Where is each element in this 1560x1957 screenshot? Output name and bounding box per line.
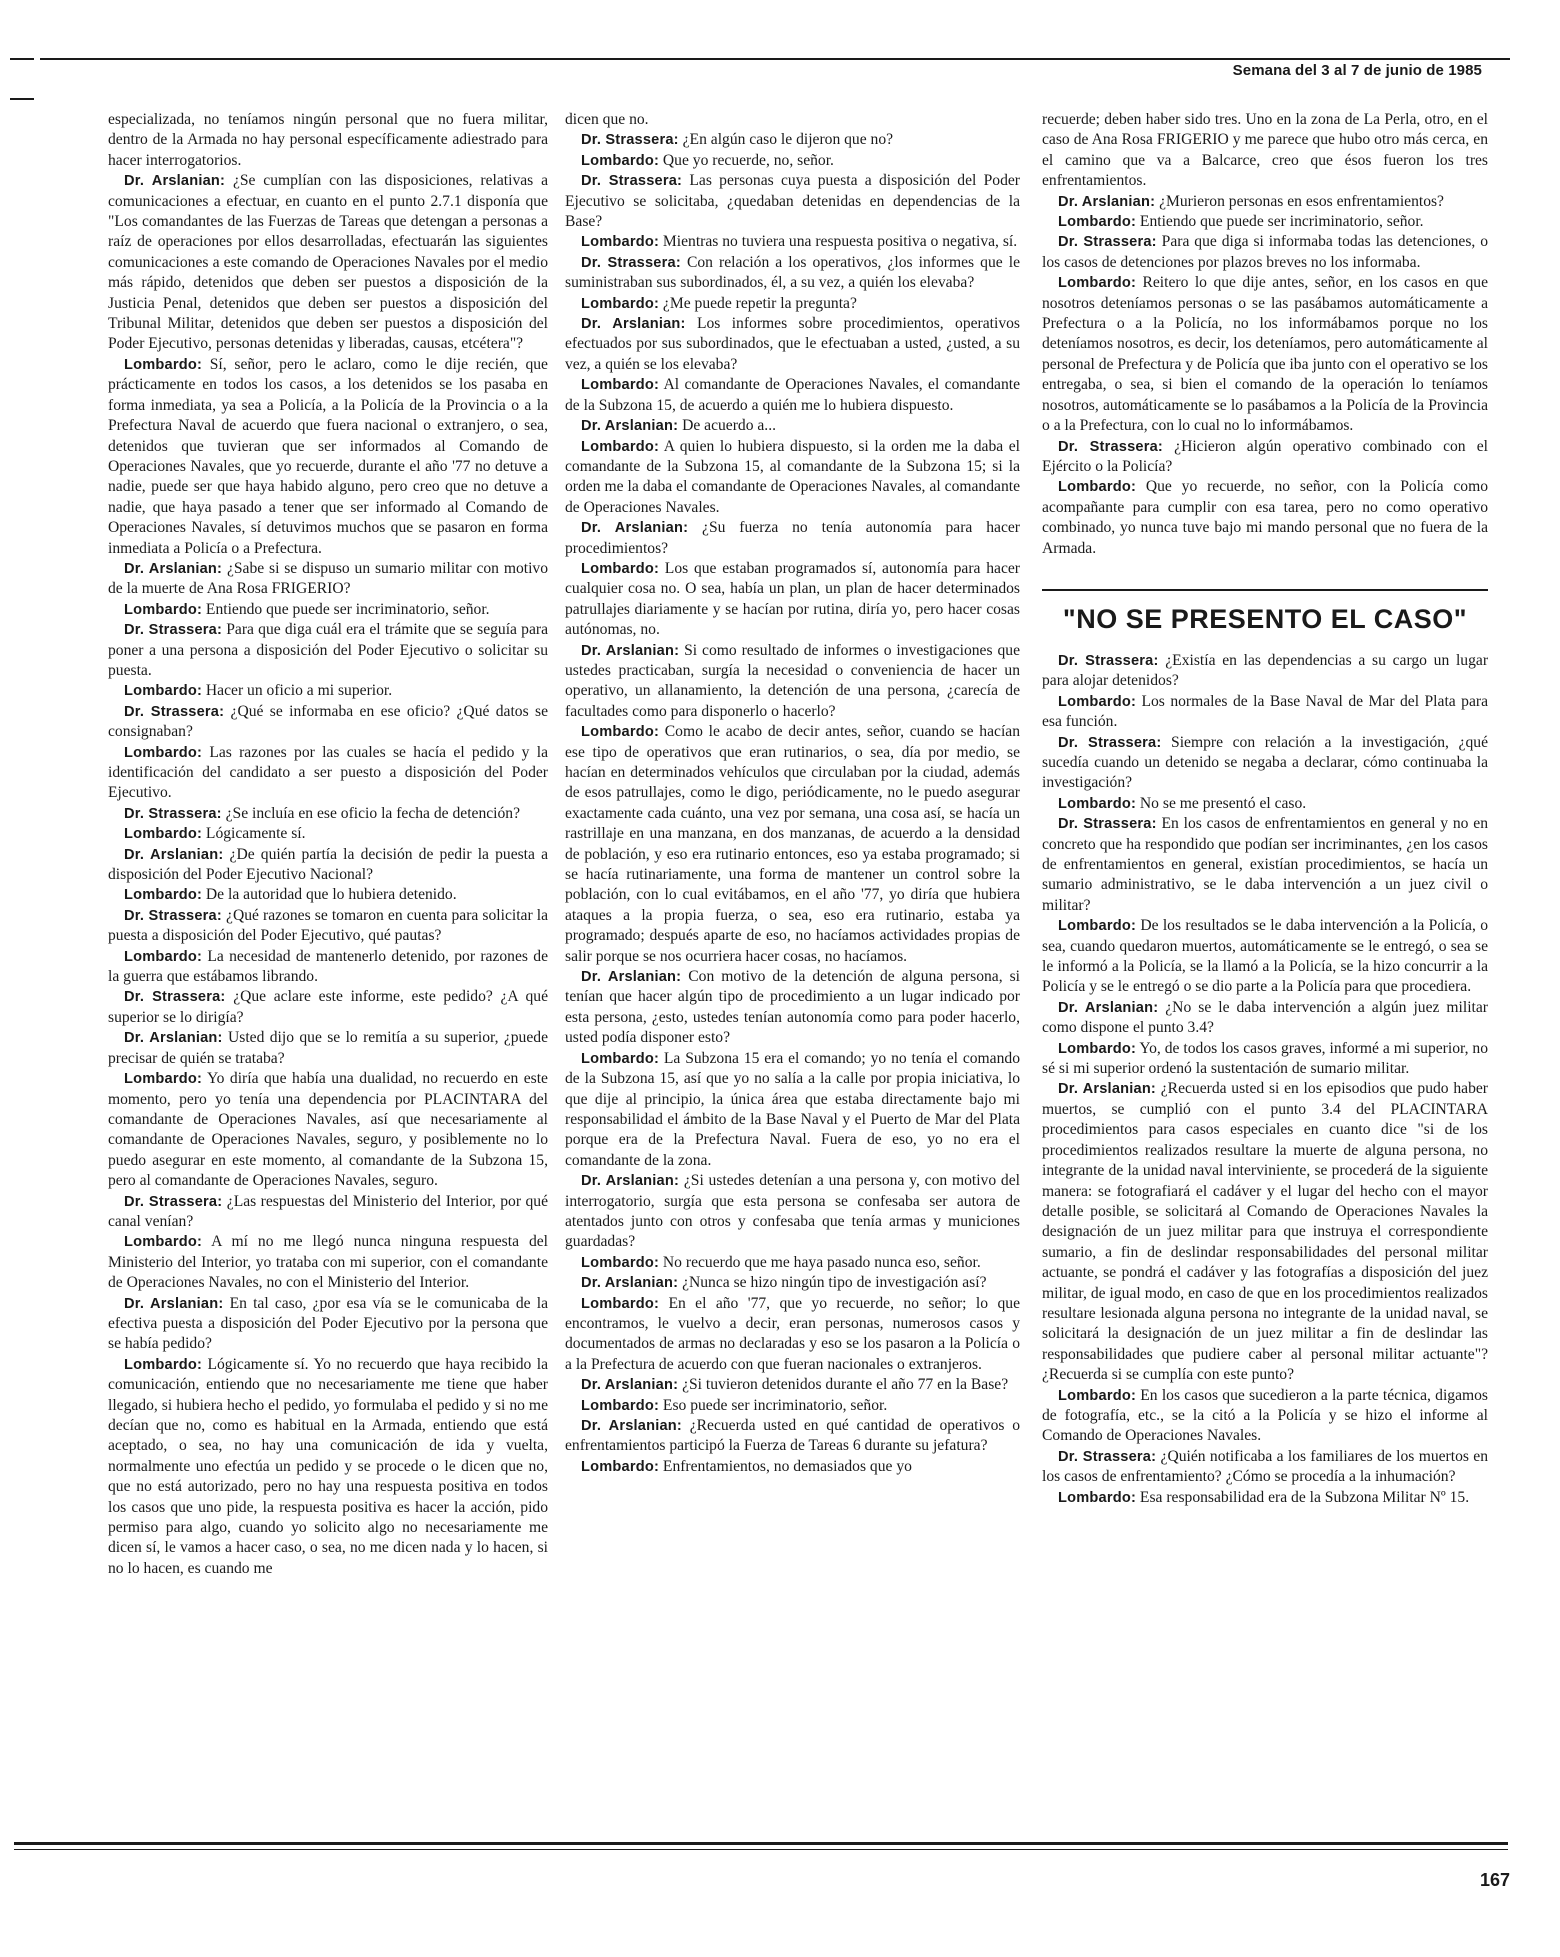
dialogue-paragraph xyxy=(565,1457,1020,1477)
speaker-label: Lombardo: xyxy=(581,234,660,251)
dialogue-paragraph xyxy=(565,1049,1020,1171)
speaker-label: Dr. Arslanian: xyxy=(124,173,226,190)
dialogue-paragraph xyxy=(1042,437,1488,478)
dialogue-paragraph xyxy=(108,1232,548,1293)
speaker-label: Lombardo: xyxy=(581,295,660,312)
dialogue-paragraph xyxy=(1042,1488,1488,1508)
paragraph-text: Como le acabo de decir antes, señor, cuando se hacían ese tipo de operativos que eran rutinarios, o sea, día por medio, se hacían en determinados vehículos que circulaban por la ciudad, además de esos patrullajes, como le digo, periódicamente, no le puedo asegurar exactamente cada cuánto, una vez por semana, una cosa así, se hacía un rastrillaje en una manzana, en dos manzanas, de acuerdo a la densidad de población, y eso era rutinario entonces, eso ya estaba programado; si se hacía rutinariamente, una forma de mantener un control sobre la población, con lo cual evitábamos, en el año '77, yo diría que hubiera ataques a la propia fuerza, o sea, eso era rutinario, estaba ya programado; después aparte de eso, no hacíamos actividades propias de salir porque se nos ocurriera hacer cosas, no hacíamos. xyxy=(565,723,1020,965)
dialogue-paragraph xyxy=(1042,1079,1488,1385)
paragraph-text: ¿Hicieron algún operativo combinado con el Ejército o la Policía? xyxy=(1042,437,1489,475)
paragraph-text: Siempre con relación a la investigación, ¿qué sucedía cuando un detenido se negaba a declarar, cómo continuaba la investigación? xyxy=(1042,733,1488,792)
dialogue-paragraph xyxy=(108,355,548,559)
speaker-label: Lombardo: xyxy=(1058,275,1137,292)
speaker-label: Dr. Strassera: xyxy=(581,173,683,190)
speaker-label: Dr. Strassera: xyxy=(1058,438,1163,455)
dialogue-paragraph xyxy=(565,130,1020,150)
paragraph-text: Con relación a los operativos, ¿los informes que le suministraban sus subordinados, él, a su vez, a quién los elevaba? xyxy=(565,253,1020,292)
speaker-label: Lombardo: xyxy=(581,560,660,577)
speaker-label: Dr. Arslanian: xyxy=(581,418,679,435)
speaker-label: Dr. Strassera: xyxy=(124,1193,223,1210)
paragraph-text: De acuerdo a... xyxy=(682,417,777,435)
paragraph-text: En el año '77, que yo recuerde, no señor; lo que encontramos, le vuelvo a decir, eran personas, numerosos casos y documentados de armas no declaradas y eso se los pasaron a la Policía o a la Prefectura de acuerdo con que fueran nacionales o extranjeros. xyxy=(565,1294,1020,1373)
dialogue-paragraph xyxy=(1042,1386,1488,1447)
speaker-label: Lombardo: xyxy=(1058,795,1137,812)
column-3 xyxy=(1042,110,1488,1508)
dialogue-paragraph xyxy=(108,1355,548,1579)
paragraph-text: ¿Recuerda usted si en los episodios que pudo haber muertos, se cumplió con el punto 3.4 del PLACINTARA procedimientos para casos especiales en cuanto dice "si de los procedimientos realizados resultare la muerte de alguna persona, no integrante de la unidad naval interviniente, se procederá de la siguiente manera: se fotografiará el cadáver y el lugar del hecho con el mayor detalle posible, se solicitará al Comando de Operaciones Navales la designación de un juez militar para que instruya el correspondiente sumario, a fin de deslindar responsabilidades del personal militar actuante, se pondrá el cadáver y las fotografías a disposición del juez militar, de igual modo, en caso de que en los procedimientos realizados resultare lesionada alguna persona no integrante de la unidad naval, se solicitará la designación de un juez militar a fin de deslindar las responsabilidades que pudiere caber al personal militar actuante"? ¿Recuerda si se cumplía con este punto? xyxy=(1042,1080,1488,1384)
dialogue-paragraph xyxy=(108,1069,548,1191)
paragraph-text: ¿Si ustedes detenían a una persona y, con motivo del interrogatorio, surgía que esta persona se confesaba ser autora de atentados junto con otros y confesaba que tenía armas y municiones guardadas? xyxy=(565,1172,1020,1251)
paragraph-text: ¿Las respuestas del Ministerio del Interior, por qué canal venían? xyxy=(108,1192,548,1230)
dialogue-paragraph xyxy=(565,1416,1020,1457)
paragraph-text: Con motivo de la detención de alguna persona, si tenían que hacer algún tipo de procedimiento a un lugar indicado por esta persona, ¿esto, ustedes tenían autonomía como para poder hacerlo, usted podía disponer esto? xyxy=(565,968,1020,1047)
paragraph-text: De los resultados se le daba intervención a la Policía, o sea, cuando quedaron muertos, automáticamente se le entregó, o sea se le informó a la Policía, se la llamó a la Policía, se la hizo concurrir a la Policía y se le entregó o se dio parte a la Policía para que procediera. xyxy=(1042,917,1488,996)
dialogue-paragraph xyxy=(565,294,1020,314)
footer-rule-thin xyxy=(14,1849,1508,1850)
crop-mark-lower xyxy=(10,98,34,100)
dialogue-paragraph xyxy=(1042,814,1488,916)
speaker-label: Lombardo: xyxy=(124,683,203,700)
dialogue-paragraph xyxy=(1042,916,1488,998)
paragraph-text: Si como resultado de informes o investigaciones que ustedes practicaban, surgía la necesidad o conveniencia de hacer un operativo, un allanamiento, la detención de una persona, ¿carecía de facultades como para disponerlo o hacerlo? xyxy=(565,641,1020,720)
paragraph-text: Los informes sobre procedimientos, operativos efectuados por sus subordinados, que le efectuaban a usted, ¿usted, a su vez, a quién se los elevaba? xyxy=(565,315,1020,373)
dialogue-paragraph xyxy=(565,518,1020,559)
paragraph-text: Entiendo que puede ser incriminatorio, señor. xyxy=(1139,213,1424,231)
paragraph-text: Que yo recuerde, no señor, con la Policía como acompañante para cumplir con esa tarea, pero no como operativo combinado, yo nunca tuve bajo mi mando personal que no fuera de la Armada. xyxy=(1042,478,1488,557)
paragraph-text: Sí, señor, pero le aclaro, como le dije recién, que prácticamente en todos los casos, a los detenidos se los pasaba en forma inmediata, ya sea a Policía, a la Policía de la Provincia o a la Prefectura Naval de acuerdo que fuera nacional o extranjero, o sea, detenidos que tuvieran que ser informados al Comando de Operaciones Navales, que yo recuerde, durante el año '77 no detuve a nadie, puede ser que haya habido alguno, pero creo que no detuve a nadie, que haya pasado a tener que ser informado al Comando de Operaciones Navales, sí detuvimos muchos que se pasaron en forma inmediata a Policía o a Prefectura. xyxy=(108,355,548,557)
dialogue-paragraph xyxy=(565,151,1020,171)
paragraph-text: ¿Qué se informaba en ese oficio? ¿Qué datos se consignaban? xyxy=(108,702,549,741)
speaker-label: Dr. Strassera: xyxy=(581,132,679,149)
paragraph-text: ¿Si tuvieron detenidos durante el año 77 en la Base? xyxy=(682,1376,1009,1394)
dialogue-paragraph xyxy=(108,947,548,988)
dialogue-paragraph xyxy=(1042,1447,1488,1488)
speaker-label: Lombardo: xyxy=(1058,1387,1137,1404)
speaker-label: Lombardo: xyxy=(581,438,660,455)
paragraph-text: ¿Me puede repetir la pregunta? xyxy=(662,294,857,312)
paragraph-text: Mientras no tuviera una respuesta positiva o negativa, sí. xyxy=(662,233,1018,251)
paragraph-text: ¿Qué razones se tomaron en cuenta para solicitar la puesta a disposición del Poder Ejecutivo, qué pautas? xyxy=(108,906,549,945)
speaker-label: Dr. Arslanian: xyxy=(581,1275,679,1292)
speaker-label: Dr. Strassera: xyxy=(124,989,226,1006)
speaker-label: Lombardo: xyxy=(1058,918,1137,935)
dialogue-paragraph xyxy=(565,722,1020,967)
dialogue-paragraph xyxy=(1042,692,1488,733)
paragraph-text: En los casos que sucedieron a la parte técnica, digamos de fotografía, etc., se la citó a la Policía y se hizo el informe al Comando de Operaciones Navales. xyxy=(1042,1386,1489,1445)
paragraph-text: ¿Se cumplían con las disposiciones, relativas a comunicaciones a efectuar, en cuanto en el punto 2.7.1 disponía que "Los comandantes de las Fuerzas de Tareas que detengan a personas a raíz de operaciones por ellos desarrolladas, efectuarán las siguientes comunicaciones a este comando de Operaciones Navales por el medio más rápido, detenidos que deben ser puestos a disposición de la Justicia Penal, detenidos que deben ser puestos a disposición del Tribunal Militar, detenidos que deben ser puestos a disposición del Poder Ejecutivo, personas detenidas y liberadas, causas, etcétera"? xyxy=(108,172,548,353)
paragraph-text: La necesidad de mantenerlo detenido, por razones de la guerra que estábamos librando. xyxy=(108,947,548,986)
header-date-line: Semana del 3 al 7 de junio de 1985 xyxy=(1232,62,1482,79)
dialogue-paragraph xyxy=(565,1171,1020,1253)
continued-paragraph xyxy=(565,110,1020,130)
dialogue-paragraph xyxy=(1042,794,1488,814)
footer-rule-thick xyxy=(14,1842,1508,1845)
dialogue-paragraph xyxy=(1042,733,1488,794)
dialogue-paragraph xyxy=(565,416,1020,436)
dialogue-paragraph xyxy=(565,232,1020,252)
dialogue-paragraph xyxy=(565,1273,1020,1293)
continued-paragraph xyxy=(1042,110,1488,192)
speaker-label: Lombardo: xyxy=(581,377,660,394)
paragraph-text: recuerde; deben haber sido tres. Uno en la zona de La Perla, otro, en el caso de Ana Rosa FRIGERIO y me parece que hubo otro más cerca, en el camino que va a Balcarce, creo que ésos fueron los tres enfrentamientos. xyxy=(1042,111,1488,190)
paragraph-text: ¿De quién partía la decisión de pedir la puesta a disposición del Poder Ejecutivo Nacional? xyxy=(108,845,548,884)
crop-mark-top xyxy=(10,58,34,60)
paragraph-text: ¿Que aclare este informe, este pedido? ¿A qué superior se lo dirigía? xyxy=(108,988,548,1026)
speaker-label: Lombardo: xyxy=(124,1234,203,1251)
dialogue-paragraph xyxy=(108,1028,548,1069)
dialogue-paragraph xyxy=(108,1192,548,1233)
speaker-label: Dr. Arslanian: xyxy=(1058,999,1159,1016)
paragraph-text: En los casos de enfrentamientos en general y no en concreto que ha respondido que podían ser incriminantes, ¿en los casos de enfrentamientos en general, existían procedimientos, se hacía un sumario administrativo, se le daba intervención a un juez civil o militar? xyxy=(1042,815,1489,914)
dialogue-paragraph xyxy=(108,743,548,804)
dialogue-paragraph xyxy=(565,314,1020,375)
paragraph-text: Las razones por las cuales se hacía el pedido y la identificación del candidato a ser puesto a disposición del Poder Ejecutivo. xyxy=(108,743,548,802)
paragraph-text: Al comandante de Operaciones Navales, el comandante de la Subzona 15, de acuerdo a quién me lo hubiera dispuesto. xyxy=(565,376,1020,414)
column-1 xyxy=(108,110,548,1579)
speaker-label: Lombardo: xyxy=(1058,479,1137,496)
paragraph-text: Las personas cuya puesta a disposición del Poder Ejecutivo se solicitaba, ¿quedaban detenidas en dependencias de la Base? xyxy=(565,172,1020,231)
speaker-label: Dr. Strassera: xyxy=(124,703,225,720)
speaker-label: Dr. Arslanian: xyxy=(581,1173,680,1190)
speaker-label: Dr. Strassera: xyxy=(124,907,222,924)
paragraph-text: Que yo recuerde, no, señor. xyxy=(662,151,834,169)
paragraph-text: Yo diría que había una dualidad, no recuerdo en este momento, pero yo tenía una dependencia por PLACINTARA del comandante de Operaciones Navales, así que necesariamente al comandante de Operaciones Navales, seguro, y posiblemente no lo puedo asegurar en este momento, al comandante de la Subzona 15, pero al comandante de Operaciones Navales, seguro. xyxy=(108,1070,548,1190)
dialogue-paragraph xyxy=(1042,1039,1488,1080)
speaker-label: Lombardo: xyxy=(1058,1040,1137,1057)
speaker-label: Dr. Arslanian: xyxy=(581,1418,682,1434)
speaker-label: Lombardo: xyxy=(581,1295,660,1312)
paragraph-text: ¿Nunca se hizo ningún tipo de investigación así? xyxy=(682,1274,987,1292)
speaker-label: Dr. Arslanian: xyxy=(124,1295,224,1312)
dialogue-paragraph xyxy=(108,600,548,620)
dialogue-paragraph xyxy=(1042,192,1488,212)
paragraph-text: Reitero lo que dije antes, señor, en los casos en que nosotros deteníamos personas o se las pasábamos automáticamente a Prefectura o a la Policía, no los informábamos porque no los deteníamos nosotros, es decir, los deteníamos, pero automáticamente al personal de Prefectura y de Policía que iba junto con el operativo se los entregaba, o sea, si bien el comando de la operación lo teníamos nosotros, automáticamente se lo pasábamos a la Policía de la Provincia o a la Prefectura, con lo cual no lo informábamos. xyxy=(1042,274,1488,435)
dialogue-paragraph xyxy=(1042,651,1488,692)
paragraph-text: ¿En algún caso le dijeron que no? xyxy=(682,131,894,149)
dialogue-paragraph xyxy=(565,437,1020,519)
dialogue-paragraph xyxy=(565,253,1020,294)
dialogue-paragraph xyxy=(565,375,1020,416)
dialogue-paragraph xyxy=(108,824,548,844)
speaker-label: Dr. Arslanian: xyxy=(1058,1081,1156,1098)
paragraph-text: Lógicamente sí. xyxy=(205,825,306,843)
dialogue-paragraph xyxy=(1042,232,1488,273)
speaker-label: Lombardo: xyxy=(124,1356,203,1373)
dialogue-paragraph xyxy=(108,885,548,905)
paragraph-text: Entiendo que puede ser incriminatorio, señor. xyxy=(205,600,490,618)
speaker-label: Dr. Arslanian: xyxy=(581,642,680,659)
dialogue-paragraph xyxy=(565,1375,1020,1395)
dialogue-paragraph xyxy=(108,804,548,824)
paragraph-text: Usted dijo que se lo remitía a su superior, ¿puede precisar de quién se trataba? xyxy=(108,1029,548,1067)
speaker-label: Lombardo: xyxy=(124,601,203,618)
paragraph-text: No recuerdo que me haya pasado nunca eso, señor. xyxy=(662,1253,981,1271)
paragraph-text: ¿Su fuerza no tenía autonomía para hacer procedimientos? xyxy=(565,519,1020,557)
paragraph-text: La Subzona 15 era el comando; yo no tenía el comando de la Subzona 15, así que yo no salía a la calle por propia iniciativa, lo que dije al principio, la única área que estaba directamente bajo mi responsabilidad el ámbito de la Base Naval y el Puerto de Mar del Plata porque era de la Prefectura Naval. Fuera de eso, yo no era el comandante de la zona. xyxy=(565,1049,1020,1169)
paragraph-text: ¿Murieron personas en esos enfrentamientos? xyxy=(1159,192,1444,210)
paragraph-text: especializada, no teníamos ningún personal que no fuera militar, dentro de la Armada no hay personal específicamente adiestrado para hacer interrogatorios. xyxy=(108,111,548,169)
speaker-label: Dr. Arslanian: xyxy=(581,969,682,986)
dialogue-paragraph xyxy=(565,1396,1020,1416)
speaker-label: Dr. Strassera: xyxy=(1058,1448,1157,1465)
paragraph-text: En tal caso, ¿por esa vía se le comunicaba de la efectiva puesta a disposición del Poder Ejecutivo por la persona que se había pedido? xyxy=(108,1294,548,1353)
speaker-label: Lombardo: xyxy=(1058,214,1137,231)
paragraph-text: Enfrentamientos, no demasiados que yo xyxy=(662,1457,912,1475)
speaker-label: Dr. Arslanian: xyxy=(581,520,689,537)
speaker-label: Dr. Arslanian: xyxy=(124,560,223,577)
dialogue-paragraph xyxy=(108,906,548,947)
dialogue-paragraph xyxy=(565,1294,1020,1376)
speaker-label: Dr. Arslanian: xyxy=(124,1030,223,1047)
dialogue-paragraph xyxy=(565,559,1020,641)
paragraph-text: Hacer un oficio a mi superior. xyxy=(205,682,393,700)
speaker-label: Dr. Strassera: xyxy=(1058,234,1157,251)
speaker-label: Lombardo: xyxy=(581,1254,660,1271)
paragraph-text: De la autoridad que lo hubiera detenido. xyxy=(205,886,457,904)
paragraph-text: Los normales de la Base Naval de Mar del Plata para esa función. xyxy=(1042,692,1488,731)
paragraph-text: Lógicamente sí. Yo no recuerdo que haya recibido la comunicación, entiendo que no necesariamente me tiene que haber llegado, si hubiera hecho el pedido, yo formulaba el pedido y si no me decían que no, como es habitual en la Armada, entiendo que está aceptado, o sea, no hay una comunicación de ida y vuelta, normalmente uno efectúa un pedido y se procede o le dicen que no, que no está autorizado, pero no hay una respuesta positiva en todos los casos que uno pide, la respuesta positiva es hacer la acción, pido permiso para algo, cuando yo solicito algo no necesariamente me dicen sí, le vamos a hacer caso, o sea, no me dicen nada y lo hacen, si no lo hacen, es cuando me xyxy=(108,1355,548,1577)
paragraph-text: Yo, de todos los casos graves, informé a mi superior, no sé si mi superior ordenó la sustentación de sumario militar. xyxy=(1042,1039,1489,1078)
paragraph-text: Eso puede ser incriminatorio, señor. xyxy=(662,1396,888,1414)
section-heading-block xyxy=(1042,589,1488,637)
speaker-label: Dr. Arslanian: xyxy=(581,316,686,333)
speaker-label: Lombardo: xyxy=(581,1458,660,1475)
speaker-label: Dr. Strassera: xyxy=(124,805,222,822)
speaker-label: Lombardo: xyxy=(124,948,203,965)
dialogue-paragraph xyxy=(108,987,548,1028)
dialogue-paragraph xyxy=(108,620,548,681)
speaker-label: Lombardo: xyxy=(124,1071,203,1088)
column-2 xyxy=(565,110,1020,1477)
speaker-label: Dr. Strassera: xyxy=(1058,652,1159,669)
dialogue-paragraph xyxy=(108,702,548,743)
paragraph-text: Esa responsabilidad era de la Subzona Militar Nº 15. xyxy=(1139,1488,1470,1506)
paragraph-text: Para que diga cuál era el trámite que se seguía para poner a una persona a disposición del Poder Ejecutivo o solicitar su puesta. xyxy=(108,621,549,679)
dialogue-paragraph xyxy=(108,559,548,600)
paragraph-text: ¿Quién notificaba a los familiares de los muertos en los casos de enfrentamiento? ¿Cómo se procedía a la inhumación? xyxy=(1042,1447,1489,1486)
dialogue-paragraph xyxy=(1042,998,1488,1039)
speaker-label: Lombardo: xyxy=(1058,1489,1137,1506)
speaker-label: Lombardo: xyxy=(124,744,203,761)
paragraph-text: A quien lo hubiera dispuesto, si la orden me la daba el comandante de la Subzona 15, al comandante de la Subzona 15; si la orden me la daba el comandante de Operaciones Navales, al comandante de Operaciones Navales. xyxy=(565,437,1020,516)
speaker-label: Lombardo: xyxy=(581,1050,660,1067)
dialogue-paragraph xyxy=(1042,477,1488,559)
speaker-label: Dr. Arslanian: xyxy=(124,846,224,863)
speaker-label: Lombardo: xyxy=(124,887,203,904)
page-number: 167 xyxy=(1479,1870,1510,1890)
paragraph-text: Para que diga si informaba todas las detenciones, o los casos de detenciones por plazos breves no los informaba. xyxy=(1042,233,1489,271)
paragraph-text: ¿Recuerda usted en qué cantidad de operativos o enfrentamientos participó la Fuerza de Tareas 6 durante su jefatura? xyxy=(565,1417,1020,1455)
dialogue-paragraph xyxy=(108,845,548,886)
dialogue-paragraph xyxy=(108,171,548,355)
paragraph-text: ¿Existía en las dependencias a su cargo un lugar para alojar detenidos? xyxy=(1042,651,1489,690)
dialogue-paragraph xyxy=(108,681,548,701)
paragraph-text: No se me presentó el caso. xyxy=(1139,794,1307,812)
header-rule xyxy=(40,58,1510,60)
paragraph-text: Los que estaban programados sí, autonomía para hacer cualquier cosa no. O sea, había un plan, un plan de hacer determinados patrullajes diariamente y se hacían por rutina, diría yo, pero hacer cosas autónomas, no. xyxy=(565,559,1020,639)
paragraph-text: ¿Se incluía en ese oficio la fecha de detención? xyxy=(225,804,521,822)
paragraph-text: A mí no me llegó nunca ninguna respuesta del Ministerio del Interior, yo trataba con mi superior, con el comandante de Operaciones Navales, no con el Ministerio del Interior. xyxy=(108,1233,548,1292)
speaker-label: Lombardo: xyxy=(581,1397,660,1414)
dialogue-paragraph xyxy=(565,171,1020,232)
speaker-label: Dr. Arslanian: xyxy=(1058,193,1156,210)
paragraph-text: ¿No se le daba intervención a algún juez militar como dispone el punto 3.4? xyxy=(1042,998,1488,1037)
paragraph-text: dicen que no. xyxy=(565,111,649,128)
dialogue-paragraph xyxy=(108,1294,548,1355)
speaker-label: Dr. Strassera: xyxy=(581,254,681,271)
speaker-label: Lombardo: xyxy=(124,826,203,843)
section-heading: "NO SE PRESENTO EL CASO" xyxy=(1062,603,1468,634)
dialogue-paragraph xyxy=(565,1253,1020,1273)
speaker-label: Lombardo: xyxy=(581,152,660,169)
speaker-label: Lombardo: xyxy=(581,724,660,741)
continued-paragraph xyxy=(108,110,548,171)
speaker-label: Lombardo: xyxy=(124,356,203,373)
speaker-label: Dr. Strassera: xyxy=(1058,734,1162,751)
dialogue-paragraph xyxy=(565,967,1020,1049)
speaker-label: Lombardo: xyxy=(1058,693,1137,710)
speaker-label: Dr. Strassera: xyxy=(124,622,223,639)
speaker-label: Dr. Strassera: xyxy=(1058,816,1157,833)
dialogue-paragraph xyxy=(565,641,1020,723)
dialogue-paragraph xyxy=(1042,212,1488,232)
speaker-label: Dr. Arslanian: xyxy=(581,1377,679,1394)
paragraph-text: ¿Sabe si se dispuso un sumario militar con motivo de la muerte de Ana Rosa FRIGERIO? xyxy=(108,559,548,598)
dialogue-paragraph xyxy=(1042,273,1488,436)
